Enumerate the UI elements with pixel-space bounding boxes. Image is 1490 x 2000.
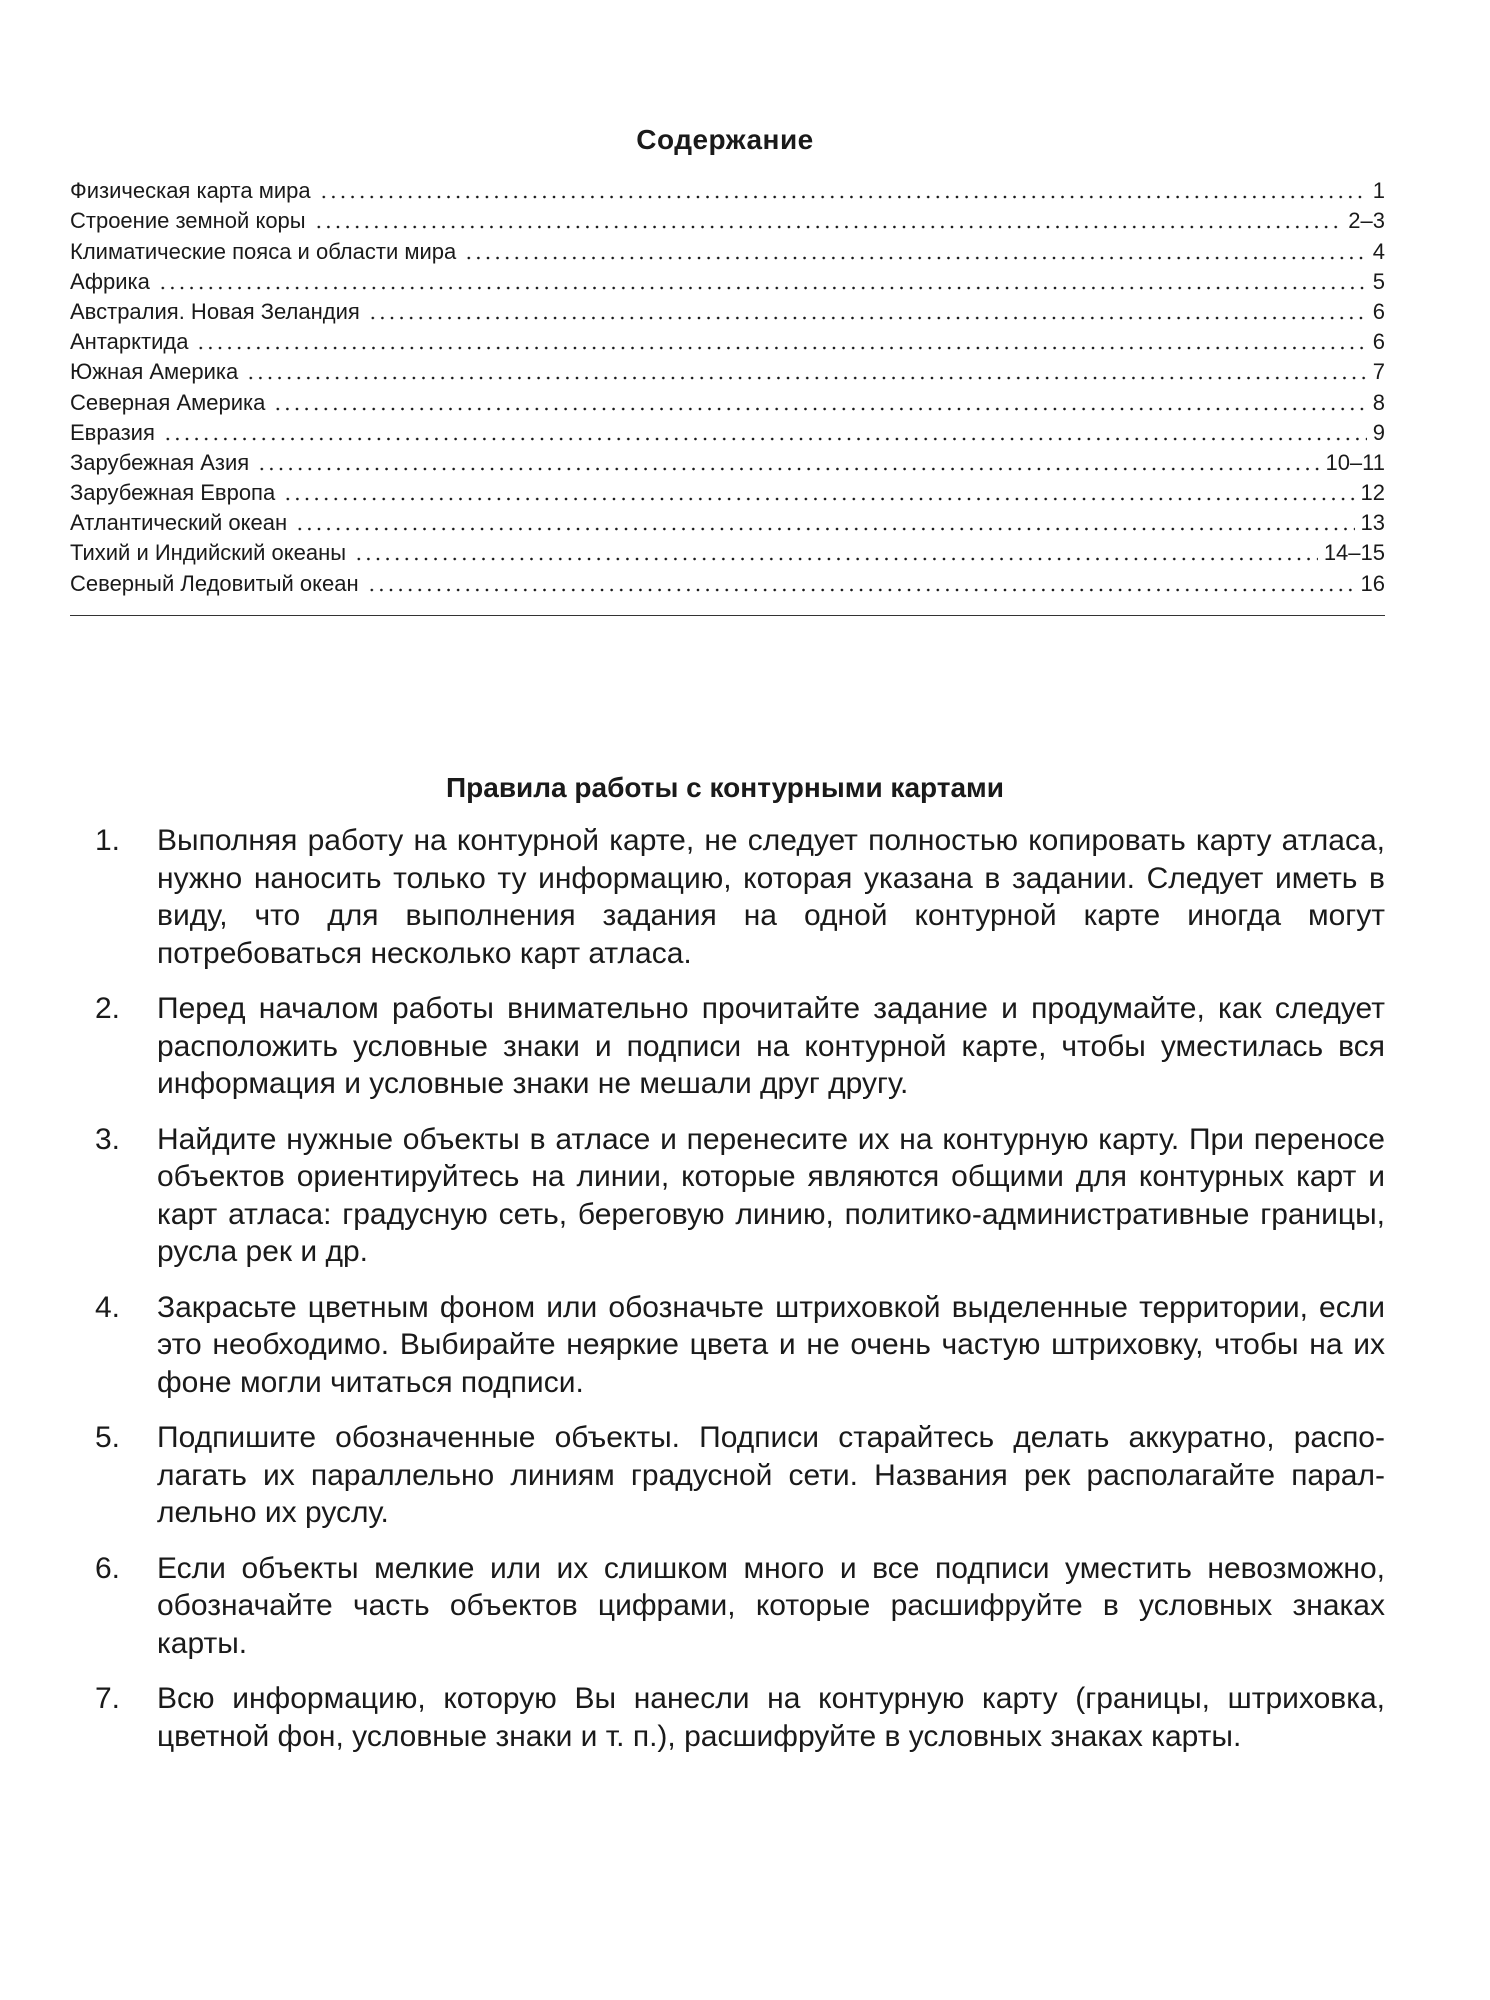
toc-dot-leader [158, 268, 1367, 290]
toc-dot-leader [246, 358, 1366, 380]
toc-dot-leader [295, 509, 1354, 531]
table-of-contents [70, 176, 1385, 599]
toc-entry-label: Строение земной коры [70, 208, 306, 234]
toc-entry-page: 9 [1372, 419, 1385, 445]
rule-number: 1. [95, 824, 121, 857]
toc-entry [70, 418, 1385, 448]
toc-entry [70, 267, 1385, 297]
rules-title: Правила работы с контурными картами [446, 772, 1004, 803]
toc-entry [70, 387, 1385, 417]
toc-entry-label: Южная Америка [70, 359, 239, 385]
toc-dot-leader [257, 449, 1319, 471]
toc-entry-page: 7 [1372, 359, 1385, 385]
rule-text: Закрасьте цветным фоном или обозначьте штриховкой выделенные территории, если это необходимо. Выбирайте неяркие цвета и не очень частую штриховку, чтобы на их фоне могли читаться подписи. [157, 1290, 1385, 1399]
toc-dot-leader [283, 479, 1354, 501]
toc-dot-leader [367, 570, 1355, 592]
rules-list [95, 822, 1385, 1773]
rule-number: 7. [95, 1682, 121, 1715]
rule-number: 2. [95, 992, 121, 1025]
section-divider [70, 615, 1385, 616]
rule-text: Найдите нужные объекты в атласе и перенесите их на контурную карту. При переносе объектов ориентируйтесь на линии, которые являются общими для контурных карт и карт атласа: градусную сеть, береговую линию, политико-административные границы, русла рек и др. [157, 1122, 1385, 1268]
toc-dot-leader [196, 328, 1366, 350]
rule-item [95, 1550, 1385, 1663]
rule-item [95, 1419, 1385, 1532]
toc-title: Содержание [636, 124, 814, 155]
toc-entry-page: 6 [1372, 298, 1385, 324]
toc-entry-label: Северный Ледовитый океан [70, 570, 359, 596]
toc-entry-page: 6 [1372, 329, 1385, 355]
rule-text: Перед началом работы внимательно прочитайте задание и продумайте, как следует расположить условные знаки и подписи на контурной карте, чтобы уместилась вся информация и условные знаки не мешали друг другу. [157, 992, 1385, 1100]
rule-number: 6. [95, 1551, 121, 1585]
toc-entry [70, 568, 1385, 598]
toc-entry-page: 2–3 [1348, 208, 1385, 234]
toc-entry [70, 327, 1385, 357]
rule-item [95, 1680, 1385, 1755]
toc-entry [70, 448, 1385, 478]
rule-text: Выполняя работу на контурной карте, не следует полностью копировать карту атласа, нужно наносить только ту информацию, которая указана в задании. Следует иметь в виду, что для выполнения задания на одной контурной карте иногда могут потребоваться несколько карт атласа. [157, 824, 1385, 970]
toc-entry-label: Африка [70, 268, 150, 294]
toc-dot-leader [273, 389, 1366, 411]
toc-entry-label: Антарктида [70, 329, 189, 355]
toc-entry [70, 236, 1385, 266]
toc-entry-page: 8 [1372, 389, 1385, 415]
toc-entry-page: 12 [1360, 480, 1385, 506]
rule-text: Подпишите обозначенные объекты. Подписи старайтесь делать аккуратно, располагать их параллельно линиям градусной сети. Названия рек располагайте параллельно их руслу. [157, 1421, 1385, 1529]
toc-entry [70, 357, 1385, 387]
toc-entry-page: 13 [1360, 510, 1385, 536]
toc-dot-leader [319, 177, 1367, 199]
toc-entry-label: Австралия. Новая Зеландия [70, 298, 360, 324]
toc-dot-leader [354, 539, 1318, 561]
toc-entry-page: 5 [1372, 268, 1385, 294]
toc-entry [70, 297, 1385, 327]
rule-item [95, 1121, 1385, 1271]
toc-entry-page: 4 [1372, 238, 1385, 264]
rule-text: Если объекты мелкие или их слишком много и все подписи уместить невозможно, обозначайте часть объектов цифрами, которые расшифруйте в условных знаках карты. [157, 1551, 1385, 1660]
toc-entry [70, 478, 1385, 508]
toc-entry-label: Тихий и Индийский океаны [70, 540, 347, 566]
rule-item [95, 822, 1385, 972]
toc-entry-label: Зарубежная Азия [70, 449, 250, 475]
toc-entry [70, 508, 1385, 538]
toc-dot-leader [314, 207, 1343, 229]
rule-number: 5. [95, 1421, 121, 1454]
toc-entry-label: Климатические пояса и области мира [70, 238, 457, 264]
toc-entry-page: 14–15 [1323, 540, 1385, 566]
toc-entry [70, 538, 1385, 568]
toc-entry-label: Физическая карта мира [70, 178, 311, 204]
rule-number: 3. [95, 1122, 121, 1156]
toc-entry-label: Зарубежная Европа [70, 480, 276, 506]
toc-entry [70, 176, 1385, 206]
toc-dot-leader [368, 298, 1367, 320]
toc-dot-leader [464, 238, 1367, 260]
toc-entry-label: Атлантический океан [70, 510, 288, 536]
toc-entry-page: 1 [1372, 178, 1385, 204]
rule-text: Всю информацию, которую Вы нанесли на контурную карту (границы, штриховка, цветной фон, условные знаки и т. п.), расшифруйте в условных знаках карты. [157, 1682, 1385, 1753]
toc-entry-page: 10–11 [1325, 449, 1385, 475]
rule-item [95, 1289, 1385, 1402]
toc-entry-label: Северная Америка [70, 389, 266, 415]
rule-item [95, 990, 1385, 1103]
rule-number: 4. [95, 1290, 121, 1324]
toc-entry-label: Евразия [70, 419, 155, 445]
toc-dot-leader [163, 419, 1367, 441]
toc-entry-page: 16 [1360, 570, 1385, 596]
toc-entry [70, 206, 1385, 236]
